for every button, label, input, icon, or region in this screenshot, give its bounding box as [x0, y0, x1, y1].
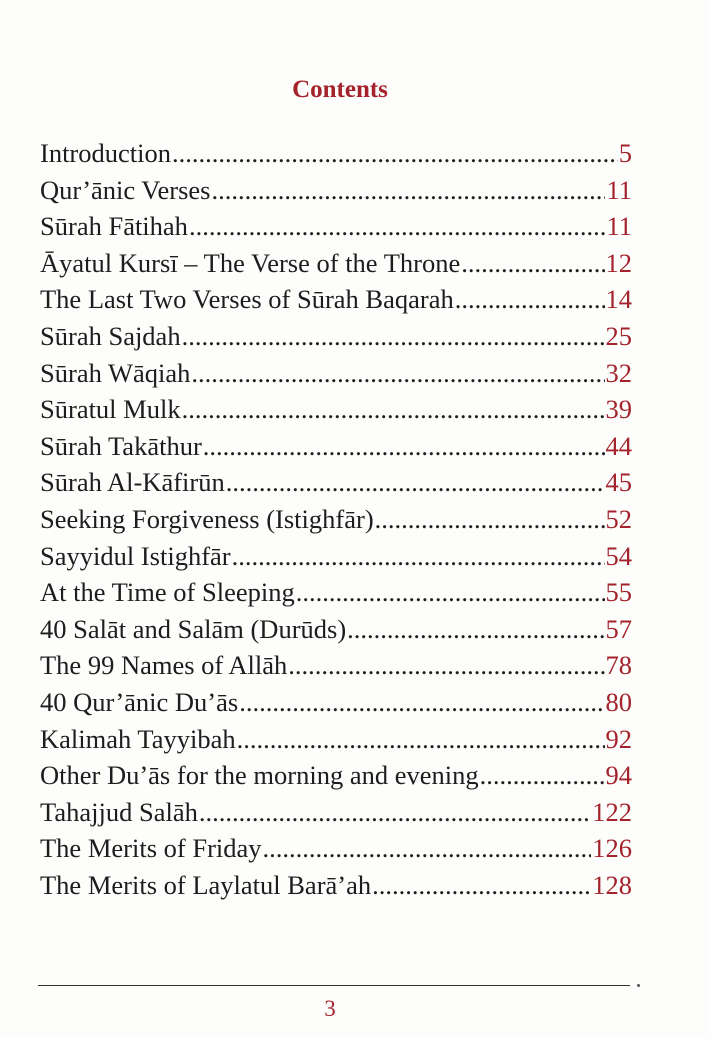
toc-entry[interactable] [40, 614, 632, 651]
toc-entry-page: 44 [605, 430, 632, 461]
toc-entry-title: Sūrah Fātihah [40, 211, 188, 242]
dot-leader [480, 760, 605, 791]
toc-entry-page: 52 [605, 503, 632, 534]
dot-leader [461, 248, 604, 279]
toc-entry-page: 25 [605, 320, 632, 351]
toc-entry[interactable] [40, 175, 632, 212]
dot-leader [372, 870, 591, 901]
toc-entry-page: 11 [606, 211, 632, 242]
dot-leader [237, 724, 605, 755]
page-title: Contents [292, 76, 388, 103]
dot-leader [288, 650, 604, 681]
toc-entry-page: 12 [605, 247, 632, 278]
toc-entry-title: Kalimah Tayyibah [40, 723, 236, 754]
toc-entry[interactable] [40, 833, 632, 870]
toc-entry-title: The Last Two Verses of Sūrah Baqarah [40, 284, 454, 315]
toc-entry[interactable] [40, 724, 632, 761]
toc-entry-title: The 99 Names of Allāh [40, 650, 288, 681]
toc-entry-title: Introduction [40, 138, 171, 168]
toc-entry-title: At the Time of Sleeping [40, 577, 295, 608]
dot-leader [182, 394, 605, 425]
toc-entry[interactable] [40, 870, 632, 907]
toc-entry-title: 40 Qur’ānic Du’ās [40, 686, 239, 717]
toc-entry[interactable] [40, 650, 632, 687]
toc-entry-title: Seeking Forgiveness (Istighfār) [40, 503, 374, 534]
toc-entry-title: Sūrah Takāthur [40, 430, 202, 461]
toc-entry-page: 92 [605, 723, 632, 754]
dot-leader [211, 175, 605, 206]
toc-entry[interactable] [40, 687, 632, 724]
toc-entry-title: The Merits of Laylatul Barā’ah [40, 869, 372, 900]
toc-entry[interactable] [40, 248, 632, 285]
toc-entry[interactable] [40, 760, 632, 797]
toc-entry[interactable] [40, 797, 632, 834]
toc-entry[interactable] [40, 284, 632, 321]
footer-rule [38, 985, 630, 986]
toc-entry-page: 94 [605, 760, 632, 791]
toc-entry-page: 11 [606, 174, 632, 205]
toc-entry-title: Qur’ānic Verses [40, 174, 211, 205]
toc-entry-page: 45 [605, 467, 632, 498]
toc-entry-title: Tahajjud Salāh [40, 796, 198, 827]
toc-entry-title: Sūrah Al-Kāfirūn [40, 467, 225, 498]
toc-entry-title: Sūratul Mulk [40, 394, 181, 425]
toc-entry[interactable] [40, 211, 632, 248]
dot-leader [239, 687, 604, 718]
toc-entry-page: 54 [605, 540, 632, 571]
toc-entry-page: 80 [605, 686, 632, 717]
toc-entry-page: 32 [605, 357, 632, 388]
toc-entry-title: Sūrah Sajdah [40, 320, 181, 351]
dot-leader [263, 833, 592, 864]
toc-entry-page: 55 [605, 577, 632, 608]
dot-leader [226, 467, 605, 498]
dot-leader [191, 358, 604, 389]
toc-entry-title: Sūrah Wāqiah [40, 357, 191, 388]
toc-entry-title: Āyatul Kursī – The Verse of the Throne [40, 247, 461, 278]
toc-entry[interactable] [40, 577, 632, 614]
toc-entry-title: Sayyidul Istighfār [40, 540, 231, 571]
toc-entry[interactable] [40, 358, 632, 395]
toc-entry[interactable] [40, 467, 632, 504]
toc-entry-page: 57 [605, 613, 632, 644]
toc-entry[interactable] [40, 138, 632, 175]
toc-entry-page: 128 [592, 869, 632, 900]
dot-leader [347, 614, 604, 645]
dot-leader [172, 138, 618, 169]
dot-leader [199, 797, 591, 828]
toc-entry[interactable] [40, 394, 632, 431]
dot-leader [189, 211, 606, 242]
toc-entry-title: The Merits of Friday [40, 833, 262, 864]
toc-entry-title: Other Du’ās for the morning and evening [40, 760, 479, 791]
toc-entry-page: 78 [605, 650, 632, 681]
dot-leader [375, 504, 605, 535]
table-of-contents [40, 138, 632, 906]
dot-leader [296, 577, 605, 608]
toc-entry[interactable] [40, 541, 632, 578]
toc-entry-page: 39 [605, 394, 632, 425]
dot-leader [455, 284, 605, 315]
toc-entry-page: 14 [605, 284, 632, 315]
dot-leader [232, 541, 605, 572]
page-number: 3 [324, 996, 336, 1021]
toc-entry[interactable] [40, 321, 632, 358]
dot-leader [182, 321, 605, 352]
toc-entry-title: 40 Salāt and Salām (Durūds) [40, 613, 347, 644]
footer-rule-dot [637, 984, 640, 987]
toc-entry[interactable] [40, 504, 632, 541]
toc-entry-page: 5 [618, 138, 632, 168]
toc-entry[interactable] [40, 431, 632, 468]
toc-entry-page: 122 [592, 796, 632, 827]
dot-leader [203, 431, 605, 462]
toc-entry-page: 126 [592, 833, 632, 864]
